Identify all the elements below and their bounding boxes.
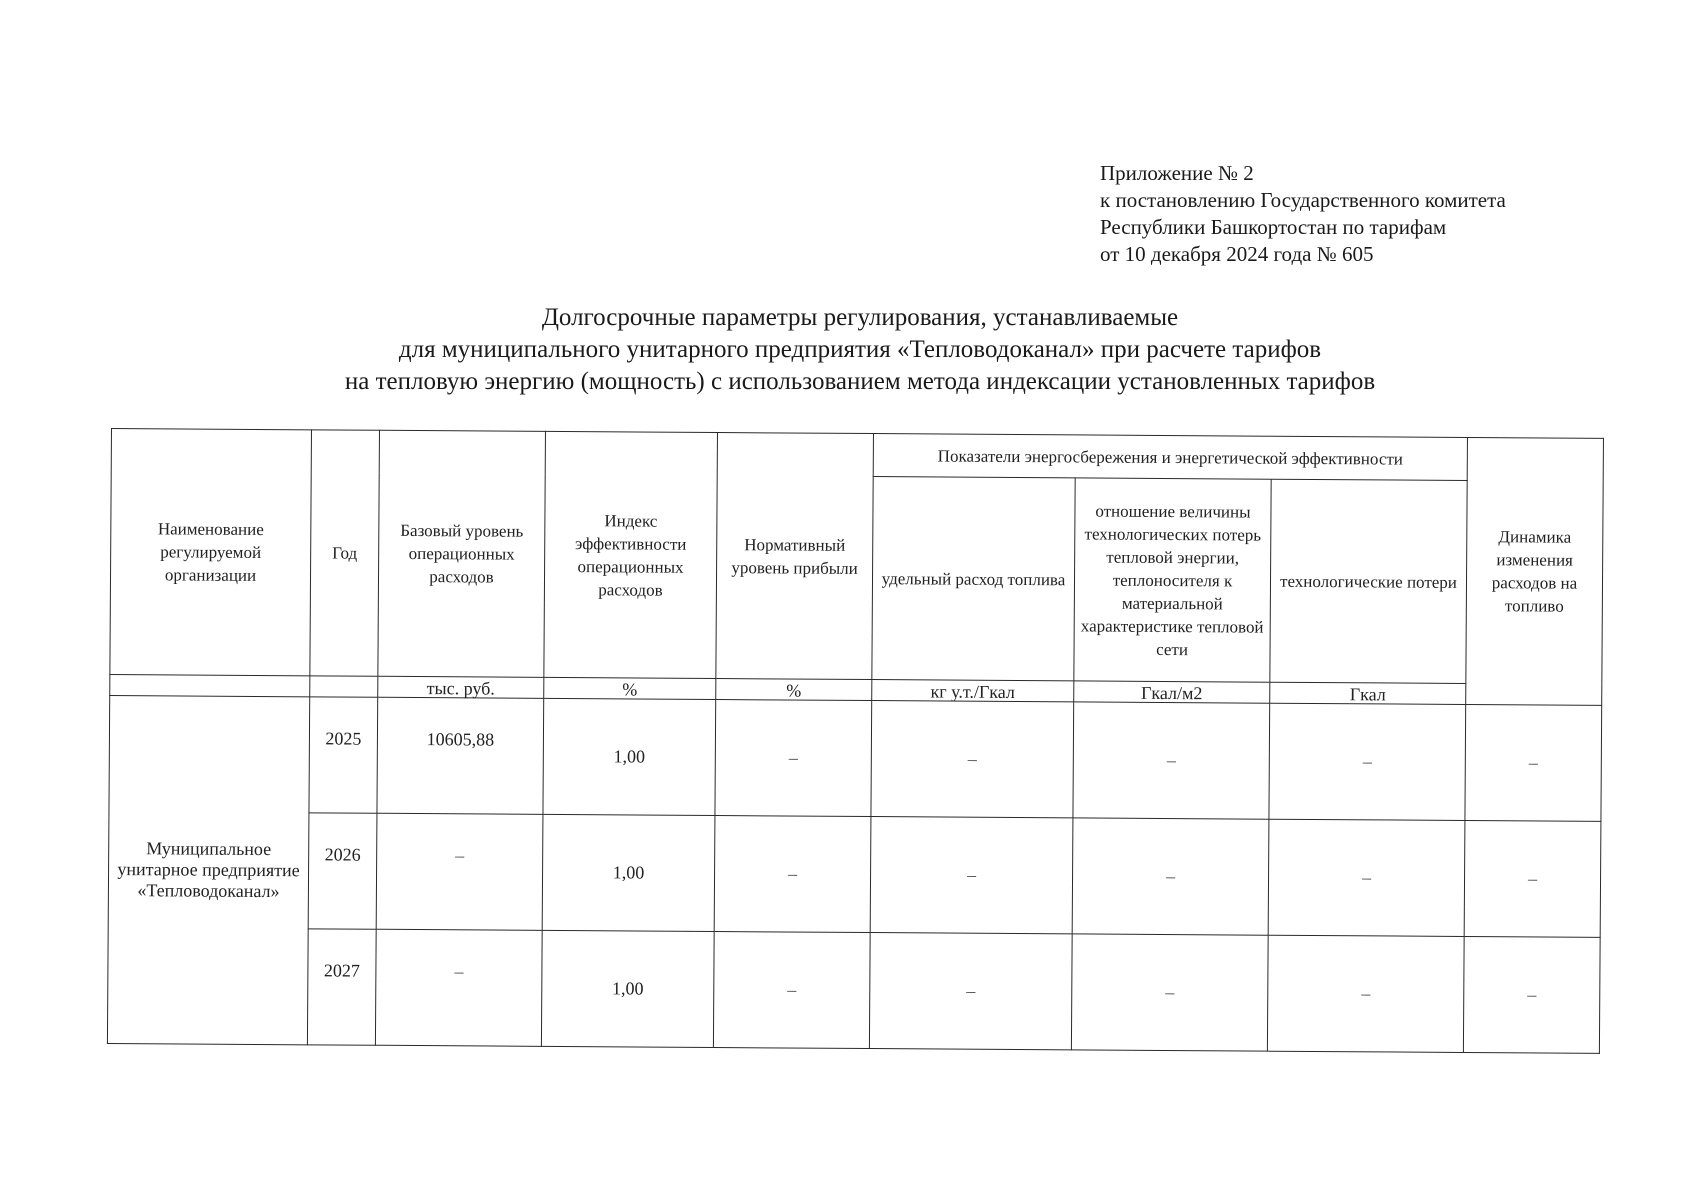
- unit-base-opex: тыс. руб.: [378, 676, 544, 698]
- parameters-table-wrapper: [107, 428, 1604, 1054]
- row-profit: –: [713, 932, 870, 1049]
- appendix-line-3: Республики Башкортостан по тарифам: [1100, 215, 1447, 239]
- unit-loss-ratio: Гкал/м2: [1074, 681, 1270, 703]
- appendix-line-2: к постановлению Государственного комитета: [1100, 188, 1506, 212]
- row-efficiency-index: 1,00: [543, 698, 716, 815]
- unit-profit: %: [716, 679, 872, 701]
- row-fuel-rate: –: [869, 933, 1072, 1050]
- row-fuel-rate: –: [871, 701, 1074, 818]
- header-loss-ratio: отношение величины технологических потерь тепловой энергии, теплоносителя к материальной характеристике тепловой сети: [1074, 478, 1271, 682]
- row-fuel-dynamics: –: [1465, 704, 1602, 821]
- table-row: [109, 695, 1602, 821]
- row-fuel-rate: –: [870, 817, 1073, 934]
- unit-efficiency-index: %: [544, 677, 716, 699]
- row-loss-ratio: –: [1071, 934, 1268, 1051]
- unit-org-empty: [110, 674, 310, 696]
- row-year: 2026: [308, 813, 377, 929]
- row-profit: –: [714, 816, 871, 933]
- title-line-2: для муниципального унитарного предприятия «Тепловодоканал» при расчете тарифов: [398, 336, 1322, 363]
- document-title: [0, 302, 1697, 398]
- unit-tech-losses: Гкал: [1270, 682, 1466, 704]
- header-profit: Нормативный уровень прибыли: [716, 433, 874, 680]
- row-loss-ratio: –: [1072, 818, 1269, 935]
- row-efficiency-index: 1,00: [542, 814, 715, 931]
- header-year: Год: [310, 430, 380, 676]
- header-base-opex: Базовый уровень операционных расходов: [378, 430, 546, 677]
- row-base-opex: –: [376, 813, 543, 930]
- header-tech-losses: технологические потери: [1270, 479, 1467, 683]
- row-tech-losses: –: [1269, 703, 1466, 820]
- row-efficiency-index: 1,00: [541, 930, 714, 1047]
- row-year: 2027: [307, 929, 376, 1045]
- header-energy-group: Показатели энергосбережения и энергетической эффективности: [873, 434, 1467, 481]
- row-base-opex: –: [375, 929, 542, 1046]
- unit-fuel-rate: кг у.т./Гкал: [872, 680, 1074, 702]
- row-loss-ratio: –: [1073, 702, 1270, 819]
- header-efficiency-index: Индекс эффективности операционных расходов: [544, 431, 718, 678]
- appendix-line-1: Приложение № 2: [1100, 161, 1254, 185]
- appendix-line-4: от 10 декабря 2024 года № 605: [1100, 242, 1374, 266]
- unit-year-empty: [310, 676, 378, 697]
- row-tech-losses: –: [1267, 935, 1464, 1052]
- row-year: 2025: [309, 697, 378, 813]
- row-fuel-dynamics: –: [1463, 936, 1600, 1053]
- header-org: Наименование регулируемой организации: [110, 429, 312, 676]
- row-base-opex: 10605,88: [377, 697, 544, 814]
- header-row-main: [111, 429, 1603, 482]
- table-row: [107, 927, 1600, 1053]
- row-profit: –: [715, 700, 872, 817]
- row-fuel-dynamics: –: [1464, 820, 1601, 937]
- row-tech-losses: –: [1268, 819, 1465, 936]
- organization-name: Муниципальное унитарное предприятие «Тепловодоканал»: [107, 695, 309, 1044]
- title-line-1: Долгосрочные параметры регулирования, устанавливаемые: [541, 304, 1179, 331]
- parameters-table: [107, 428, 1604, 1054]
- table-row: [108, 811, 1601, 937]
- header-fuel-rate: удельный расход топлива: [872, 477, 1075, 681]
- title-line-3: на тепловую энергию (мощность) с использованием метода индексации установленных тарифов: [344, 368, 1376, 395]
- header-fuel-dynamics: Динамика изменения расходов на топливо: [1466, 437, 1604, 705]
- appendix-reference: [1100, 160, 1506, 268]
